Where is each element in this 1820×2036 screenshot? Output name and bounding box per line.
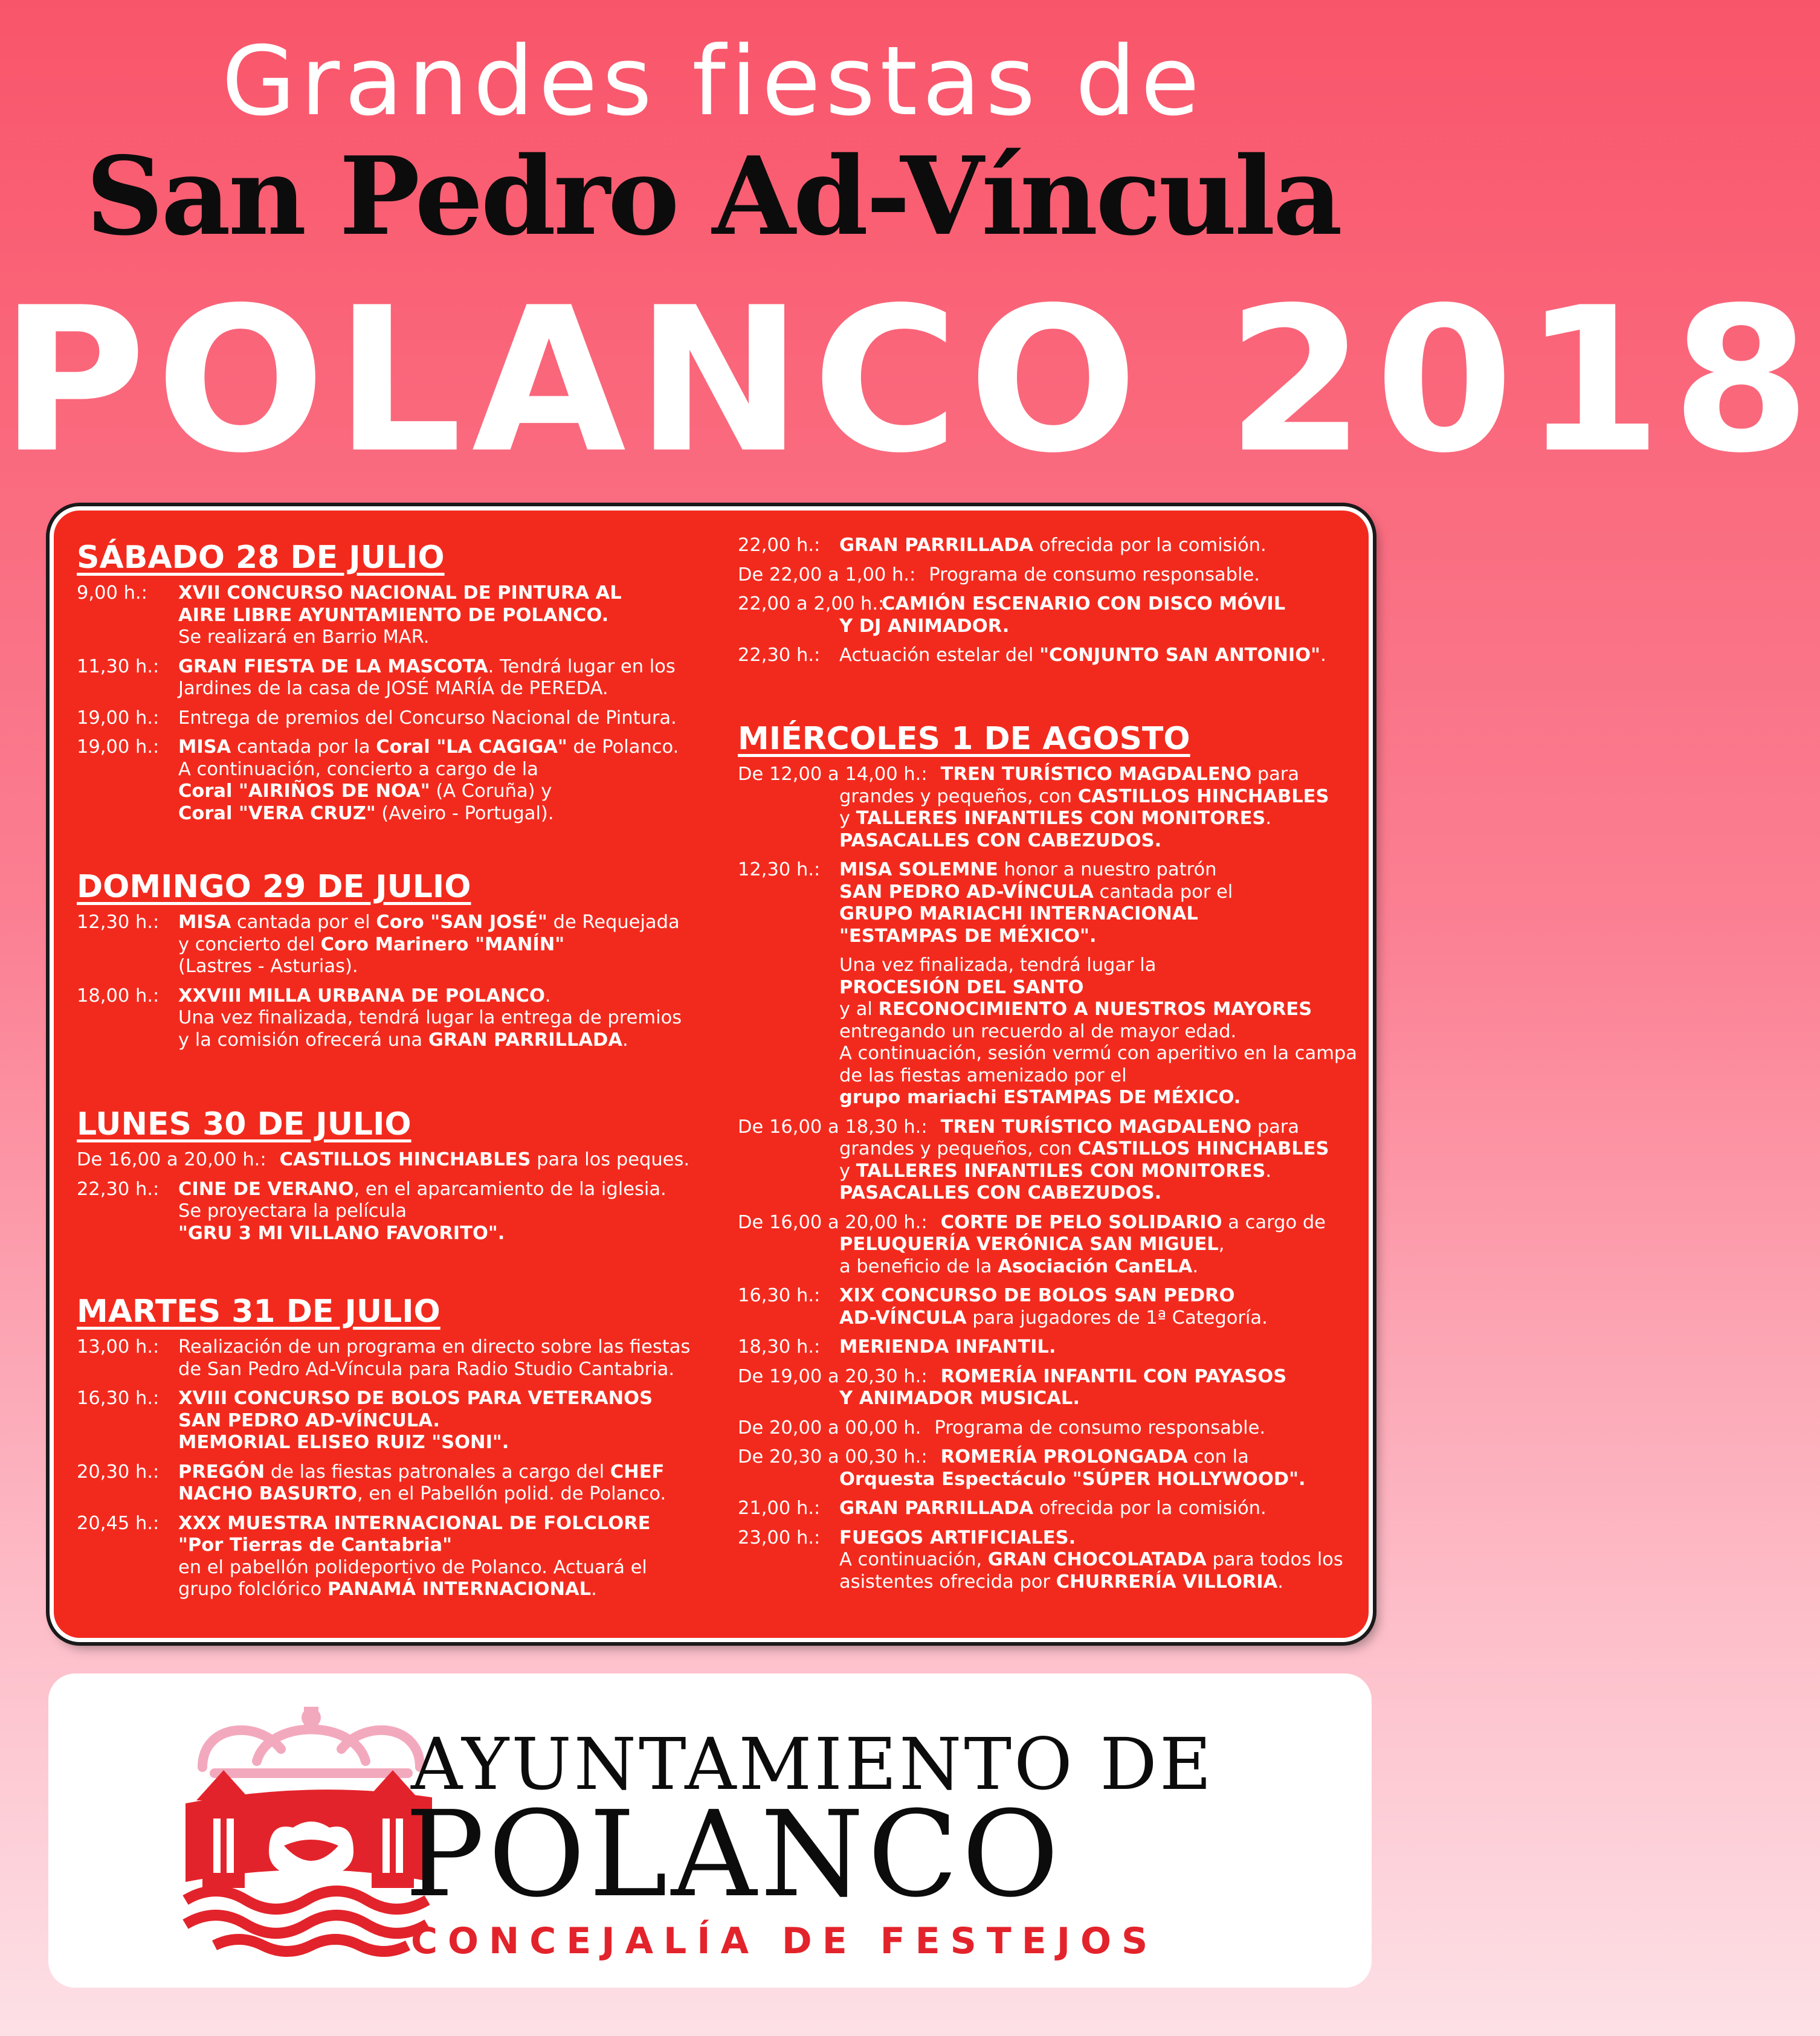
- event: [738, 1285, 1372, 1329]
- event-text: de Polanco.: [567, 736, 679, 758]
- event-text: Coral "LA CAGIGA": [376, 736, 567, 758]
- event: [77, 1149, 711, 1171]
- event: [738, 1446, 1372, 1490]
- event-text: TALLERES INFANTILES CON MONITORES: [856, 808, 1266, 829]
- event-time: 9,00 h.:: [77, 582, 147, 604]
- event-time: 22,30 h.:: [738, 645, 821, 666]
- event-text: ROMERÍA PROLONGADA: [940, 1446, 1188, 1467]
- event-text: entregando un recuerdo al de mayor edad.: [839, 1020, 1237, 1042]
- event-text: a beneficio de la: [839, 1255, 998, 1277]
- event-text: .: [544, 985, 551, 1007]
- event: [77, 582, 711, 649]
- event-text: Coral "AIRIÑOS DE NOA": [178, 781, 430, 802]
- event-text: Orquesta Espectáculo "SÚPER HOLLYWOOD".: [839, 1468, 1306, 1490]
- event-text: Se proyectara la película: [178, 1200, 407, 1222]
- event-text: . Tendrá lugar en los: [488, 656, 676, 677]
- event-time: 16,30 h.:: [738, 1285, 821, 1306]
- event-text: honor a nuestro patrón: [998, 859, 1217, 880]
- event: [738, 1116, 1372, 1205]
- day-title: DOMINGO 29 DE JULIO: [77, 869, 471, 905]
- event-time: 19,00 h.:: [77, 736, 160, 758]
- day-title: SÁBADO 28 DE JULIO: [77, 540, 445, 576]
- event-time: 22,30 h.:: [77, 1178, 160, 1200]
- event-text: SAN PEDRO AD-VÍNCULA: [839, 881, 1094, 903]
- event: [738, 955, 1372, 1109]
- event-text: GRUPO MARIACHI INTERNACIONAL: [839, 903, 1198, 924]
- event-time: 18,00 h.:: [77, 985, 160, 1007]
- event: [77, 1179, 711, 1245]
- event: [77, 912, 711, 978]
- event-text: .: [591, 1579, 597, 1600]
- event: [738, 1336, 1372, 1359]
- event-text: MISA: [178, 736, 231, 758]
- event-text: grupo folclórico: [178, 1579, 328, 1600]
- day-title: MARTES 31 DE JULIO: [77, 1293, 440, 1330]
- event-text: (Lastres - Asturias).: [178, 956, 358, 977]
- logo-title-ayuntamiento: AYUNTAMIENTO DE: [411, 1722, 1215, 1806]
- event-text: TREN TURÍSTICO MAGDALENO: [940, 1116, 1252, 1138]
- event-text: XVII CONCURSO NACIONAL DE PINTURA AL: [178, 582, 622, 604]
- event-text: RECONOCIMIENTO A NUESTROS MAYORES: [878, 999, 1312, 1020]
- event-text: CAMIÓN ESCENARIO CON DISCO MÓVIL: [882, 593, 1286, 614]
- event-text: PREGÓN: [178, 1461, 265, 1483]
- event-text: (Aveiro - Portugal).: [375, 802, 554, 824]
- event-text: "CONJUNTO SAN ANTONIO": [1039, 645, 1321, 666]
- program-box: [50, 506, 1373, 1642]
- event-text: Programa de consumo responsable.: [929, 564, 1260, 585]
- event-time: De 12,00 a 14,00 h.:: [738, 764, 928, 785]
- event-text: FUEGOS ARTIFICIALES.: [839, 1527, 1076, 1548]
- event: [738, 1212, 1372, 1278]
- event-text: y al: [839, 999, 879, 1020]
- event-text: GRAN PARRILLADA: [428, 1029, 622, 1051]
- event-time: 20,30 h.:: [77, 1461, 160, 1483]
- event-text: GRAN FIESTA DE LA MASCOTA: [178, 656, 488, 677]
- event: [738, 1498, 1372, 1520]
- event-text: PASACALLES CON CABEZUDOS.: [839, 1182, 1162, 1203]
- event: [738, 645, 1372, 667]
- event-text: cantada por el: [231, 912, 376, 933]
- event-text: grupo mariachi ESTAMPAS DE MÉXICO.: [839, 1087, 1241, 1108]
- event-text: .: [622, 1029, 628, 1051]
- ayuntamiento-emblem-icon: [178, 1701, 444, 1954]
- event-text: , en el aparcamiento de la iglesia.: [353, 1178, 666, 1200]
- event-text: a cargo de: [1222, 1211, 1326, 1233]
- event-time: De 19,00 a 20,30 h.:: [738, 1365, 928, 1387]
- event-text: A continuación, sesión vermú con aperitivo en la campa: [839, 1043, 1357, 1064]
- event: [738, 859, 1372, 947]
- event-text: .: [1192, 1255, 1199, 1277]
- event: [77, 656, 711, 700]
- event-time: 21,00 h.:: [738, 1498, 821, 1519]
- event-time: 12,30 h.:: [738, 859, 821, 880]
- event-time: 20,45 h.:: [77, 1512, 160, 1534]
- event-time: De 16,00 a 20,00 h.:: [738, 1211, 928, 1233]
- event-text: A continuación,: [839, 1549, 988, 1570]
- event-time: De 22,00 a 1,00 h.:: [738, 564, 916, 585]
- event-text: Coro "SAN JOSÉ": [376, 912, 547, 933]
- day-martes: [77, 1292, 711, 1608]
- event-text: PANAMÁ INTERNACIONAL: [327, 1579, 592, 1600]
- event-text: Y DJ ANIMADOR.: [839, 615, 1010, 637]
- event-text: "GRU 3 MI VILLANO FAVORITO".: [178, 1222, 505, 1244]
- event-text: MISA SOLEMNE: [839, 859, 998, 880]
- event-text: .: [1320, 645, 1326, 666]
- event: [77, 1388, 711, 1454]
- day-sabado: [77, 538, 711, 832]
- event-time: De 20,00 a 00,00 h.: [738, 1417, 921, 1438]
- event-text: Coro Marinero "MANÍN": [320, 933, 565, 955]
- event-text: "Por Tierras de Cantabria": [178, 1535, 453, 1556]
- event-text: CASTILLOS HINCHABLES: [1077, 785, 1329, 807]
- event-text: asistentes ofrecida por: [839, 1571, 1056, 1593]
- event: [738, 1417, 1372, 1440]
- event-text: ofrecida por la comisión.: [1033, 1498, 1267, 1519]
- day-lunes: [77, 1104, 711, 1252]
- event-text: CASTILLOS HINCHABLES: [1077, 1138, 1329, 1159]
- day-title: MIÉRCOLES 1 DE AGOSTO: [738, 721, 1190, 757]
- event-text: TALLERES INFANTILES CON MONITORES: [856, 1160, 1266, 1182]
- event-text: XXVIII MILLA URBANA DE POLANCO: [178, 985, 545, 1007]
- event-text: GRAN CHOCOLATADA: [987, 1549, 1207, 1570]
- event-text: cantada por la: [231, 736, 376, 758]
- event-time: 19,00 h.:: [77, 707, 160, 729]
- event-text: Actuación estelar del: [839, 645, 1040, 666]
- event-time: 22,00 h.:: [738, 535, 821, 556]
- event-text: Realización de un programa en directo sobre las fiestas: [178, 1336, 691, 1358]
- event-time: De 20,30 a 00,30 h.:: [738, 1446, 928, 1467]
- event-text: CHURRERÍA VILLORIA: [1056, 1571, 1278, 1593]
- event-text: Asociación CanELA: [998, 1255, 1193, 1277]
- event-time: 23,00 h.:: [738, 1527, 821, 1548]
- event-text: cantada por el: [1093, 881, 1233, 903]
- event-text: AIRE LIBRE AYUNTAMIENTO DE POLANCO.: [178, 604, 609, 626]
- day-domingo: [77, 867, 711, 1058]
- event-text: XVIII CONCURSO DE BOLOS PARA VETERANOS: [178, 1388, 653, 1409]
- event-text: (A Coruña) y: [430, 781, 552, 802]
- event: [77, 736, 711, 825]
- event-text: Una vez finalizada, tendrá lugar la entrega de premios: [178, 1007, 682, 1028]
- event-text: CORTE DE PELO SOLIDARIO: [940, 1211, 1222, 1233]
- event-text: y: [839, 808, 856, 829]
- event: [738, 1527, 1372, 1594]
- event-text: XIX CONCURSO DE BOLOS SAN PEDRO: [839, 1285, 1235, 1306]
- event-text: para todos los: [1206, 1549, 1343, 1570]
- event-time: 11,30 h.:: [77, 656, 160, 677]
- event: [77, 1513, 711, 1601]
- event-text: ,: [1218, 1234, 1225, 1255]
- event: [738, 593, 1372, 637]
- event-text: , en el Pabellón polid. de Polanco.: [357, 1483, 666, 1504]
- event-text: AD-VÍNCULA: [839, 1307, 967, 1329]
- header-line2: San Pedro Ad-Víncula: [86, 133, 1340, 259]
- event-text: GRAN PARRILLADA: [839, 535, 1034, 556]
- event: [738, 535, 1372, 557]
- header-line3: POLANCO 2018: [0, 265, 1820, 497]
- event-text: para: [1251, 764, 1300, 785]
- event-time: 16,30 h.:: [77, 1388, 160, 1409]
- event-text: grandes y pequeños, con: [839, 785, 1078, 807]
- event-text: Programa de consumo responsable.: [934, 1417, 1266, 1438]
- day-martes-continued: [738, 535, 1372, 674]
- event-text: en el pabellón polideportivo de Polanco. Actuará el: [178, 1556, 647, 1578]
- event-text: para los peques.: [531, 1149, 690, 1170]
- event-text: TREN TURÍSTICO MAGDALENO: [940, 764, 1252, 785]
- event-text: de Requejada: [547, 912, 680, 933]
- event-text: PROCESIÓN DEL SANTO: [839, 976, 1084, 998]
- event-text: Entrega de premios del Concurso Nacional de Pintura.: [178, 707, 677, 729]
- event-text: .: [1277, 1571, 1283, 1593]
- event-text: GRAN PARRILLADA: [839, 1498, 1034, 1519]
- event-text: de San Pedro Ad-Víncula para Radio Studio Cantabria.: [178, 1358, 675, 1380]
- event-text: grandes y pequeños, con: [839, 1138, 1078, 1159]
- event-text: Coral "VERA CRUZ": [178, 802, 376, 824]
- event-text: y: [839, 1160, 856, 1182]
- event-text: SAN PEDRO AD-VÍNCULA.: [178, 1409, 440, 1431]
- event-text: para: [1251, 1116, 1300, 1138]
- event-time: 22,00 a 2,00 h.:: [738, 593, 885, 614]
- event: [738, 564, 1372, 587]
- event: [77, 1461, 711, 1506]
- footer-logo-panel: [48, 1674, 1372, 1988]
- event-text: "ESTAMPAS DE MÉXICO".: [839, 925, 1097, 947]
- event-text: de las fiestas amenizado por el: [839, 1065, 1127, 1086]
- event-text: MISA: [178, 912, 231, 933]
- event-time: De 16,00 a 20,00 h.:: [77, 1149, 266, 1170]
- event-time: De 16,00 a 18,30 h.:: [738, 1116, 928, 1138]
- event-text: CHEF: [610, 1461, 665, 1483]
- event: [738, 764, 1372, 852]
- event-text: y la comisión ofrecerá una: [178, 1029, 428, 1051]
- logo-subtitle: CONCEJALÍA DE FESTEJOS: [411, 1920, 1158, 1962]
- event-time: 12,30 h.:: [77, 912, 160, 933]
- event-text: Se realizará en Barrio MAR.: [178, 627, 430, 648]
- event: [77, 1336, 711, 1380]
- event-text: CINE DE VERANO: [178, 1178, 354, 1200]
- header-line1: Grandes fiestas de: [221, 26, 1205, 137]
- logo-title-polanco: POLANCO: [405, 1786, 1063, 1924]
- day-title: LUNES 30 DE JULIO: [77, 1106, 411, 1142]
- event-time: 13,00 h.:: [77, 1336, 160, 1358]
- event-text: ofrecida por la comisión.: [1033, 535, 1267, 556]
- event-time: 18,30 h.:: [738, 1336, 821, 1358]
- event-text: de las fiestas patronales a cargo del: [265, 1461, 610, 1483]
- event-text: Jardines de la casa de JOSÉ MARÍA de PEREDA.: [178, 678, 608, 699]
- event-text: para jugadores de 1ª Categoría.: [966, 1307, 1268, 1329]
- event-text: PASACALLES CON CABEZUDOS.: [839, 830, 1162, 851]
- event-text: MERIENDA INFANTIL.: [839, 1336, 1056, 1358]
- event-text: Y ANIMADOR MUSICAL.: [839, 1388, 1080, 1409]
- event-text: .: [1265, 1160, 1272, 1182]
- event-text: A continuación, concierto a cargo de la: [178, 758, 538, 780]
- event-text: CASTILLOS HINCHABLES: [279, 1149, 531, 1170]
- event: [77, 707, 711, 730]
- day-miercoles: [738, 719, 1372, 1600]
- event-text: .: [1265, 808, 1272, 829]
- event-text: MEMORIAL ELISEO RUIZ "SONI".: [178, 1432, 509, 1453]
- event-text: ROMERÍA INFANTIL CON PAYASOS: [940, 1365, 1287, 1387]
- event: [77, 985, 711, 1052]
- event-text: NACHO BASURTO: [178, 1483, 358, 1504]
- event-text: y concierto del: [178, 933, 321, 955]
- event: [738, 1366, 1372, 1410]
- event-text: Una vez finalizada, tendrá lugar la: [839, 955, 1157, 976]
- event-text: con la: [1187, 1446, 1249, 1467]
- event-text: XXX MUESTRA INTERNACIONAL DE FOLCLORE: [178, 1512, 651, 1534]
- event-text: PELUQUERÍA VERÓNICA SAN MIGUEL: [839, 1234, 1219, 1255]
